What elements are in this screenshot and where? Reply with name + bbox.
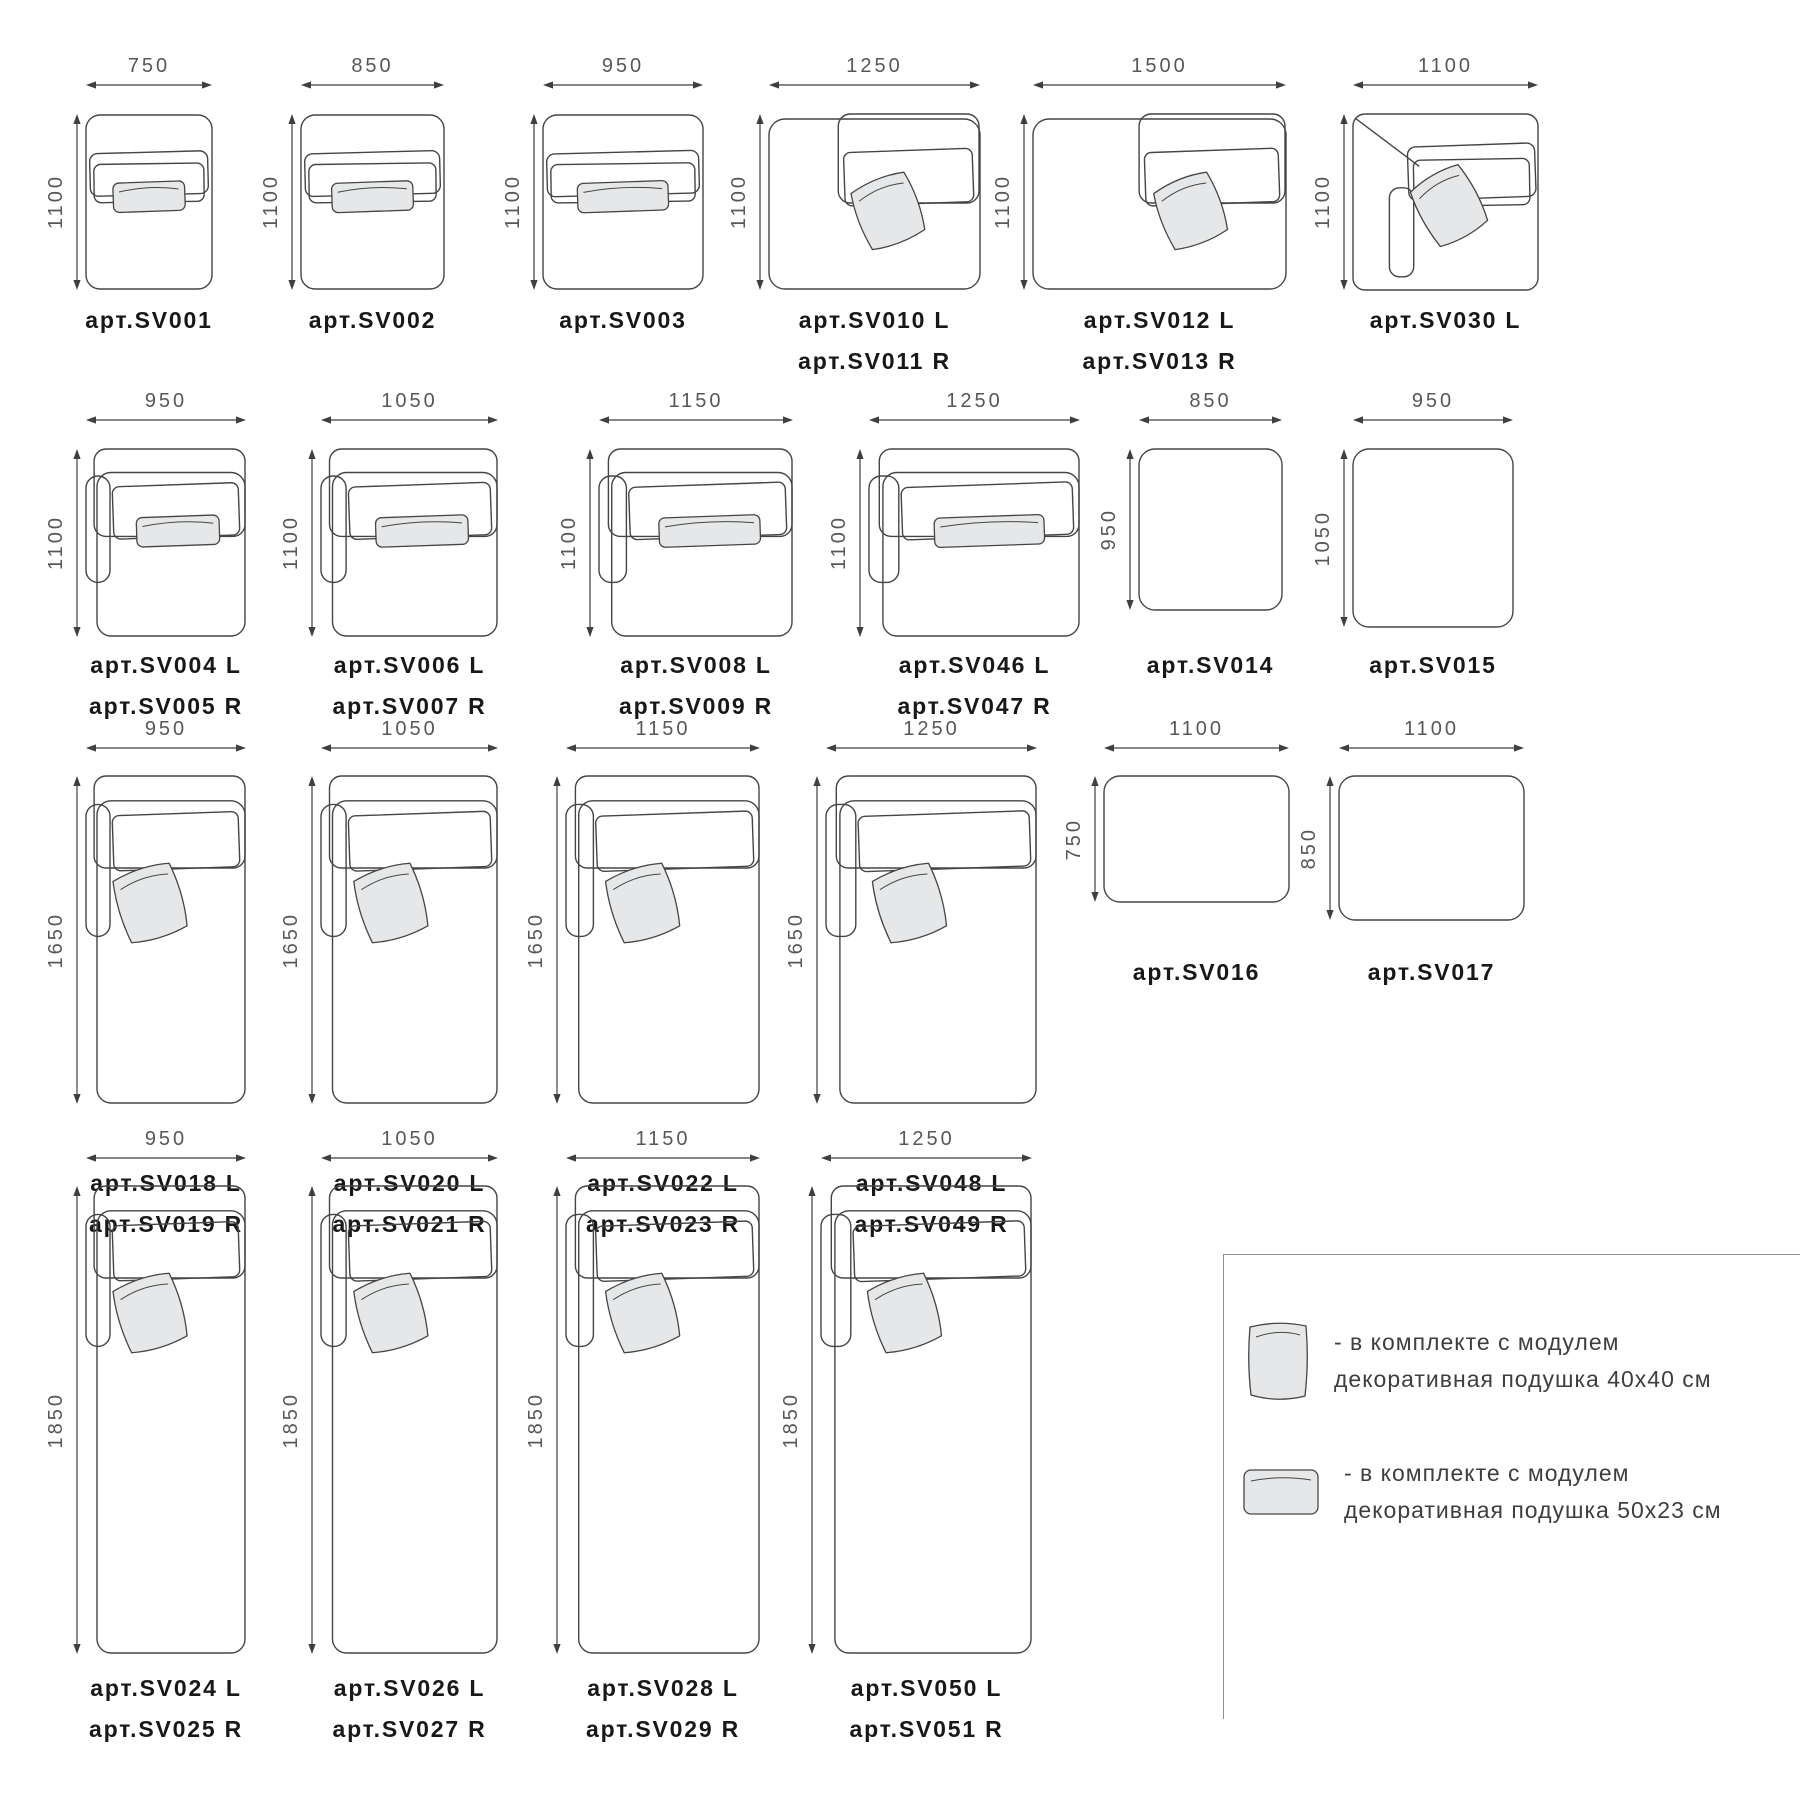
module-sv028: [519, 1128, 771, 1758]
article-label: арт.SV017: [1367, 959, 1496, 985]
module-sv006: [274, 390, 509, 735]
width-dimension: [85, 1128, 247, 1164]
armrest-left-square-top-view: [565, 775, 761, 1105]
article-labels: [1108, 645, 1313, 686]
armrest-left-square-top-view: [320, 775, 499, 1105]
article-label: арт.SV005 R: [88, 693, 244, 719]
article-label: арт.SV015: [1369, 652, 1497, 678]
article-label: арт.SV001: [85, 307, 213, 333]
square-pillow: [110, 1270, 191, 1356]
height-arrow: [306, 775, 318, 1105]
backrest-module-top-view: [542, 113, 704, 291]
article-label: арт.SV004 L: [90, 652, 242, 678]
height-arrow: [306, 1185, 318, 1655]
article-label: арт.SV010 L: [798, 307, 951, 333]
width-arrow: [1338, 742, 1525, 754]
backrest-module-top-view: [85, 113, 213, 291]
height-dimension: [39, 775, 83, 1105]
width-value: 1250: [946, 390, 1003, 412]
lumbar-pillow: [934, 514, 1045, 547]
module-sv016: [1057, 718, 1300, 1042]
width-value: 1150: [635, 1128, 691, 1150]
height-arrow: [754, 113, 766, 291]
article-labels: [568, 645, 824, 727]
armrest-left-square-top-view: [565, 1185, 761, 1655]
legend-text-40x40: [1334, 1324, 1712, 1398]
square-pillow: [864, 1270, 945, 1356]
module-sv003: [496, 55, 714, 390]
height-value: 1850: [280, 1391, 302, 1449]
width-value: 1150: [668, 390, 724, 412]
chaise-left-wide-top-view: [1032, 113, 1287, 291]
article-labels: [1002, 300, 1317, 382]
width-dimension: [1338, 718, 1525, 754]
height-arrow: [854, 448, 866, 638]
height-dimension: [774, 1185, 818, 1655]
module-sv026: [274, 1128, 509, 1758]
square-pillow: [110, 860, 191, 946]
width-dimension: [1032, 55, 1287, 91]
height-dimension: [552, 448, 596, 638]
height-value: 1650: [525, 911, 547, 969]
height-value: 1050: [1312, 509, 1334, 567]
height-dimension: [39, 113, 83, 291]
armrest-left-square-top-view: [825, 775, 1038, 1105]
article-label: арт.SV003: [559, 307, 687, 333]
module-sv004: [39, 390, 257, 735]
square-pillow: [602, 860, 683, 946]
backrest-module-top-view: [300, 113, 445, 291]
legend-line: декоративная подушка 40х40 см: [1334, 1366, 1712, 1392]
width-dimension: [598, 390, 794, 426]
article-label: арт.SV049 R: [854, 1211, 1009, 1237]
article-labels: [512, 300, 734, 341]
width-dimension: [820, 1128, 1033, 1164]
width-arrow: [1032, 79, 1287, 91]
width-value: 1100: [1168, 718, 1224, 740]
width-value: 750: [127, 55, 171, 77]
width-value: 950: [144, 718, 188, 740]
square-pillow: [869, 860, 950, 946]
module-sv010: [722, 55, 991, 390]
width-arrow: [300, 79, 445, 91]
article-labels: [838, 645, 1111, 727]
height-value: 1850: [525, 1391, 547, 1449]
width-arrow: [768, 79, 981, 91]
width-arrow: [85, 79, 213, 91]
width-dimension: [300, 55, 445, 91]
article-label: арт.SV018 L: [90, 1170, 242, 1196]
square-pillow: [847, 169, 929, 254]
height-arrow: [584, 448, 596, 638]
article-labels: [1322, 645, 1544, 686]
module-sv046: [822, 390, 1091, 735]
height-dimension: [274, 775, 318, 1105]
legend-line: декоративная подушка 50х23 см: [1344, 1497, 1722, 1523]
height-value: 1100: [558, 515, 580, 571]
ottoman-top-view: [1338, 775, 1525, 921]
height-value: 1100: [45, 515, 67, 571]
article-label: арт.SV020 L: [333, 1170, 486, 1196]
article-label: арт.SV013 R: [1082, 348, 1237, 374]
height-dimension: [39, 1185, 83, 1655]
width-arrow: [598, 414, 794, 426]
module-sv017: [1292, 718, 1535, 1042]
lumbar-pillow: [331, 181, 413, 213]
lumbar-pillow: [577, 180, 669, 213]
armrest-left-square-top-view: [320, 1185, 499, 1655]
module-sv015: [1306, 390, 1524, 735]
module-sv008: [552, 390, 804, 735]
lumbar-pillow: [113, 181, 186, 213]
height-arrow: [306, 448, 318, 638]
height-value: 1100: [280, 515, 302, 571]
width-dimension: [85, 718, 247, 754]
width-value: 1250: [898, 1128, 955, 1150]
module-sv050: [774, 1128, 1043, 1758]
width-arrow: [565, 1152, 761, 1164]
width-arrow: [85, 414, 247, 426]
article-label: арт.SV047 R: [897, 693, 1052, 719]
width-dimension: [320, 718, 499, 754]
height-arrow: [811, 775, 823, 1105]
height-value: 1100: [992, 174, 1014, 230]
article-label: арт.SV030 L: [1369, 307, 1522, 333]
height-dimension: [1292, 775, 1336, 921]
height-dimension: [1057, 775, 1101, 903]
article-labels: [290, 645, 529, 727]
article-labels: [790, 1668, 1063, 1750]
armrest-left-lumbar-top-view: [868, 448, 1081, 638]
width-arrow: [1138, 414, 1283, 426]
height-dimension: [1306, 113, 1350, 291]
width-dimension: [85, 55, 213, 91]
article-label: арт.SV006 L: [333, 652, 486, 678]
article-label: арт.SV022 L: [587, 1170, 739, 1196]
article-labels: [1322, 300, 1569, 341]
width-arrow: [85, 742, 247, 754]
lumbar-pillow: [136, 515, 220, 547]
height-value: 1100: [1312, 174, 1334, 230]
height-arrow: [1124, 448, 1136, 611]
ottoman-top-view: [1103, 775, 1290, 903]
armrest-left-lumbar-top-view: [320, 448, 499, 638]
article-labels: [290, 1668, 529, 1750]
lumbar-pillow: [659, 515, 761, 548]
height-arrow: [71, 775, 83, 1105]
width-arrow: [320, 742, 499, 754]
width-value: 850: [1189, 390, 1232, 412]
legend-text-50x23: [1344, 1455, 1722, 1529]
height-value: 950: [1098, 508, 1120, 551]
article-labels: [1308, 952, 1555, 993]
armrest-left-square-top-view: [85, 775, 247, 1105]
width-dimension: [565, 718, 761, 754]
article-label: арт.SV025 R: [88, 1716, 244, 1742]
width-value: 1050: [381, 390, 438, 412]
height-dimension: [1306, 448, 1350, 628]
height-arrow: [1324, 775, 1336, 921]
height-arrow: [1338, 113, 1350, 291]
article-label: арт.SV027 R: [332, 1716, 487, 1742]
article-label: арт.SV026 L: [333, 1675, 486, 1701]
ottoman-top-view: [1138, 448, 1283, 611]
height-value: 1650: [45, 911, 67, 969]
width-dimension: [868, 390, 1081, 426]
legend-line: - в комплекте с модулем: [1344, 1460, 1630, 1486]
width-value: 950: [144, 1128, 188, 1150]
height-arrow: [551, 1185, 563, 1655]
lumbar-pillow: [375, 515, 468, 548]
width-dimension: [320, 390, 499, 426]
width-dimension: [1352, 55, 1539, 91]
square-pillow: [350, 860, 431, 946]
article-label: арт.SV048 L: [855, 1170, 1008, 1196]
square-pillow: [350, 1270, 431, 1356]
height-arrow: [1089, 775, 1101, 903]
article-label: арт.SV021 R: [332, 1211, 487, 1237]
height-arrow: [528, 113, 540, 291]
module-sv030: [1306, 55, 1549, 390]
width-arrow: [825, 742, 1038, 754]
article-label: арт.SV050 L: [850, 1675, 1003, 1701]
width-value: 950: [601, 55, 645, 77]
height-dimension: [822, 448, 866, 638]
width-dimension: [1352, 390, 1514, 426]
article-label: арт.SV051 R: [849, 1716, 1004, 1742]
height-arrow: [286, 113, 298, 291]
width-dimension: [825, 718, 1038, 754]
width-arrow: [1352, 414, 1514, 426]
article-labels: [535, 1668, 791, 1750]
width-value: 1100: [1417, 55, 1473, 77]
height-value: 850: [1298, 826, 1320, 870]
width-dimension: [1138, 390, 1283, 426]
chaise-left-top-view: [768, 113, 981, 291]
lumbar-pillow-icon: [1242, 1467, 1320, 1517]
legend-line: - в комплекте с модулем: [1334, 1329, 1620, 1355]
height-dimension: [274, 1185, 318, 1655]
article-label: арт.SV014: [1146, 652, 1275, 678]
width-arrow: [1103, 742, 1290, 754]
height-dimension: [254, 113, 298, 291]
width-arrow: [820, 1152, 1033, 1164]
height-value: 1850: [45, 1391, 67, 1449]
square-pillow: [1150, 169, 1232, 254]
module-sv014: [1092, 390, 1293, 735]
height-dimension: [519, 775, 563, 1105]
width-arrow: [565, 742, 761, 754]
width-dimension: [542, 55, 704, 91]
article-labels: [270, 300, 475, 341]
width-value: 1050: [381, 718, 438, 740]
width-value: 950: [144, 390, 188, 412]
height-value: 750: [1063, 817, 1085, 861]
width-arrow: [85, 1152, 247, 1164]
square-pillow: [1406, 161, 1492, 251]
width-arrow: [320, 1152, 499, 1164]
width-dimension: [320, 1128, 499, 1164]
height-value: 1100: [728, 174, 750, 230]
height-dimension: [39, 448, 83, 638]
width-arrow: [1352, 79, 1539, 91]
corner-left-top-view: [1352, 113, 1539, 291]
width-value: 1100: [1403, 718, 1459, 740]
legend-item-square-pillow: [1246, 1319, 1712, 1403]
article-label: арт.SV012 L: [1083, 307, 1236, 333]
height-value: 1100: [502, 174, 524, 230]
height-value: 1100: [45, 174, 67, 230]
height-arrow: [1018, 113, 1030, 291]
armrest-left-lumbar-top-view: [598, 448, 794, 638]
width-dimension: [1103, 718, 1290, 754]
article-labels: [55, 645, 277, 727]
height-arrow: [71, 113, 83, 291]
height-value: 1100: [828, 515, 850, 571]
height-arrow: [551, 775, 563, 1105]
height-arrow: [71, 448, 83, 638]
article-label: арт.SV028 L: [587, 1675, 739, 1701]
armrest-left-lumbar-top-view: [85, 448, 247, 638]
article-labels: [55, 300, 243, 341]
height-dimension: [779, 775, 823, 1105]
width-dimension: [85, 390, 247, 426]
armrest-left-square-top-view: [85, 1185, 247, 1655]
width-value: 950: [1411, 390, 1455, 412]
article-label: арт.SV008 L: [620, 652, 772, 678]
width-arrow: [542, 79, 704, 91]
article-label: арт.SV002: [308, 307, 437, 333]
article-label: арт.SV029 R: [585, 1716, 741, 1742]
module-sv001: [39, 55, 223, 390]
width-value: 1500: [1131, 55, 1188, 77]
width-arrow: [320, 414, 499, 426]
height-dimension: [274, 448, 318, 638]
width-dimension: [768, 55, 981, 91]
module-sv002: [254, 55, 455, 390]
height-dimension: [986, 113, 1030, 291]
square-pillow: [602, 1270, 683, 1356]
height-value: 1100: [260, 174, 282, 230]
article-label: арт.SV011 R: [798, 348, 951, 374]
ottoman-top-view: [1352, 448, 1514, 628]
module-sv012: [986, 55, 1297, 390]
article-label: арт.SV007 R: [332, 693, 487, 719]
height-arrow: [806, 1185, 818, 1655]
armrest-left-square-top-view: [820, 1185, 1033, 1655]
square-pillow-icon: [1246, 1319, 1310, 1403]
article-label: арт.SV023 R: [585, 1211, 741, 1237]
height-dimension: [496, 113, 540, 291]
width-dimension: [565, 1128, 761, 1164]
article-label: арт.SV019 R: [88, 1211, 244, 1237]
height-dimension: [722, 113, 766, 291]
height-arrow: [1338, 448, 1350, 628]
article-labels: [55, 1668, 277, 1750]
article-label: арт.SV009 R: [618, 693, 774, 719]
width-value: 850: [351, 55, 394, 77]
width-value: 1050: [381, 1128, 438, 1150]
height-value: 1650: [280, 911, 302, 969]
height-value: 1850: [780, 1391, 802, 1449]
width-arrow: [868, 414, 1081, 426]
article-label: арт.SV024 L: [90, 1675, 242, 1701]
height-value: 1650: [785, 911, 807, 969]
article-label: арт.SV016: [1132, 959, 1261, 985]
width-value: 1250: [903, 718, 960, 740]
article-labels: [738, 300, 1011, 382]
height-arrow: [71, 1185, 83, 1655]
height-dimension: [519, 1185, 563, 1655]
legend-item-lumbar-pillow: [1242, 1455, 1722, 1529]
height-dimension: [1092, 448, 1136, 611]
article-labels: [1073, 952, 1320, 993]
width-value: 1250: [846, 55, 903, 77]
article-label: арт.SV046 L: [898, 652, 1051, 678]
legend-box: [1223, 1254, 1800, 1719]
module-sv024: [39, 1128, 257, 1758]
width-value: 1150: [635, 718, 691, 740]
